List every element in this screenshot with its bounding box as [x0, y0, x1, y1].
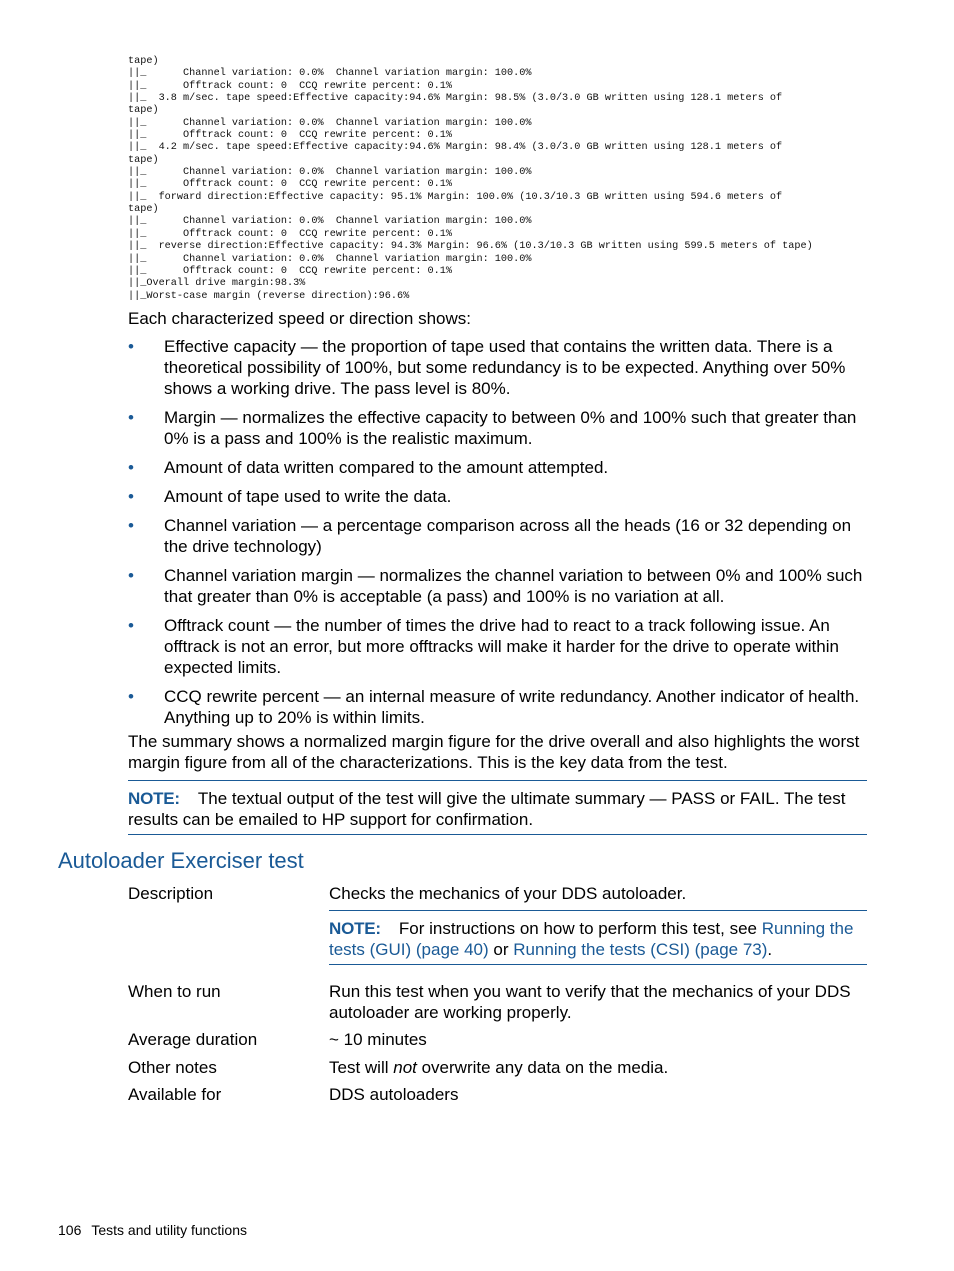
list-item-text: Margin — normalizes the effective capacity to between 0% and 100% such that greater than 0% is a pass and 100% is the realistic maximum. — [164, 408, 857, 448]
list-item — [128, 486, 868, 507]
list-item — [128, 336, 868, 399]
bullet-icon: • — [128, 337, 134, 356]
list-item — [128, 407, 868, 449]
other-notes-label: Other notes — [128, 1058, 217, 1077]
note-label: NOTE: — [329, 919, 381, 938]
other-notes-value — [329, 1057, 867, 1078]
list-item — [128, 515, 868, 557]
page-number: 106 — [58, 1222, 82, 1238]
page-footer — [58, 1222, 247, 1238]
note-text-connector: or — [488, 940, 514, 959]
list-item-text: Offtrack count — the number of times the drive had to react to a track following issue. An offtrack is not an error, but more offtracks will make it harder for the drive to operate within expected limits. — [164, 616, 839, 677]
description-label: Description — [128, 884, 214, 903]
gui-tests-link[interactable]: Running the tests (GUI) (page 40) — [329, 919, 854, 959]
bullet-icon: • — [128, 616, 134, 635]
bullet-icon: • — [128, 408, 134, 427]
bullet-icon: • — [128, 487, 134, 506]
note-box — [128, 780, 867, 835]
bullet-icon: • — [128, 566, 134, 585]
note-text: The textual output of the test will give the ultimate summary — PASS or FAIL. The test results can be emailed to HP support for confirmation. — [128, 789, 846, 829]
list-item — [128, 686, 868, 728]
description-value: Checks the mechanics of your DDS autoloader. — [329, 884, 687, 903]
list-item-text: Channel variation margin — normalizes the channel variation to between 0% and 100% such that greater than 0% is acceptable (a pass) and 100% is no variation at all. — [164, 566, 863, 606]
list-item — [128, 565, 868, 607]
list-item-text: Amount of data written compared to the amount attempted. — [164, 458, 609, 477]
summary-paragraph: The summary shows a normalized margin figure for the drive overall and also highlights the worst margin figure from all of the characterizations. This is the key data from the test. — [128, 732, 860, 772]
available-for-label: Available for — [128, 1085, 222, 1104]
intro-paragraph: Each characterized speed or direction shows: — [128, 309, 472, 328]
list-item-text: CCQ rewrite percent — an internal measure of write redundancy. Another indicator of health. Anything up to 20% is within limits. — [164, 687, 860, 727]
note-label: NOTE: — [128, 789, 180, 808]
list-item — [128, 457, 868, 478]
bullet-icon: • — [128, 687, 134, 706]
when-to-run-label: When to run — [128, 982, 221, 1001]
average-duration-label: Average duration — [128, 1030, 258, 1049]
average-duration-value: ~ 10 minutes — [329, 1030, 427, 1049]
list-item-text: Channel variation — a percentage comparison across all the heads (16 or 32 depending on the drive technology) — [164, 516, 852, 556]
section-title: Autoloader Exerciser test — [58, 848, 304, 873]
list-item-text: Amount of tape used to write the data. — [164, 487, 452, 506]
when-to-run-value: Run this test when you want to verify that the mechanics of your DDS autoloader are working properly. — [329, 982, 851, 1022]
chapter-title: Tests and utility functions — [91, 1222, 247, 1238]
list-item — [128, 615, 868, 678]
bullet-icon: • — [128, 458, 134, 477]
characterization-list — [128, 336, 868, 736]
note-text: For instructions on how to perform this test, see — [398, 919, 762, 938]
csi-tests-link[interactable]: Running the tests (CSI) (page 73) — [513, 940, 768, 959]
other-notes-text: Test will — [329, 1058, 394, 1077]
test-output-code-block: tape) ||_ Channel variation: 0.0% Channel variation margin: 100.0% ||_ Offtrack count: 0 CCQ rewrite percent: 0.1% ||_ 3.8 m/sec. tape speed:Effective capacity:94.6% Margin: 98.5% (3.0/3.0 GB written using 128.1 meters of tape) ||_ Channel variation: 0.0% Channel variation margin: 100.0% ||_ Offtrack count: 0 CCQ rewrite percent: 0.1% ||_ 4.2 m/sec. tape speed:Effective capacity:94.6% Margin: 98.4% (3.0/3.0 GB written using 128.1 meters of tape) ||_ Channel variation: 0.0% Channel variation margin: 100.0% ||_ Offtrack count: 0 CCQ rewrite percent: 0.1% ||_ forward direction:Effective capacity: 95.1% Margin: 100.0% (10.3/10.3 GB written using 594.6 meters of tape) ||_ Channel variation: 0.0% Channel variation margin: 100.0% ||_ Offtrack count: 0 CCQ rewrite percent: 0.1% ||_ reverse direction:Effective capacity: 94.3% Margin: 96.6% (10.3/10.3 GB written using 599.5 meters of tape) ||_ Channel variation: 0.0% Channel variation margin: 100.0% ||_ Offtrack count: 0 CCQ rewrite percent: 0.1% ||_Overall drive margin:98.3% ||_Worst-case margin (reverse direction):96.6% — [128, 56, 813, 302]
bullet-icon: • — [128, 516, 134, 535]
note-text-end: . — [767, 940, 773, 959]
other-notes-text-end: overwrite any data on the media. — [416, 1058, 669, 1077]
list-item-text: Effective capacity — the proportion of tape used that contains the written data. There is a theoretical possibility of 100%, but some redundancy is to be expected. Anything over 50% shows a working drive. The pass level is 80%. — [164, 337, 846, 398]
available-for-value: DDS autoloaders — [329, 1085, 459, 1104]
other-notes-emphasis: not — [393, 1058, 417, 1077]
instructions-note-box — [329, 910, 867, 965]
